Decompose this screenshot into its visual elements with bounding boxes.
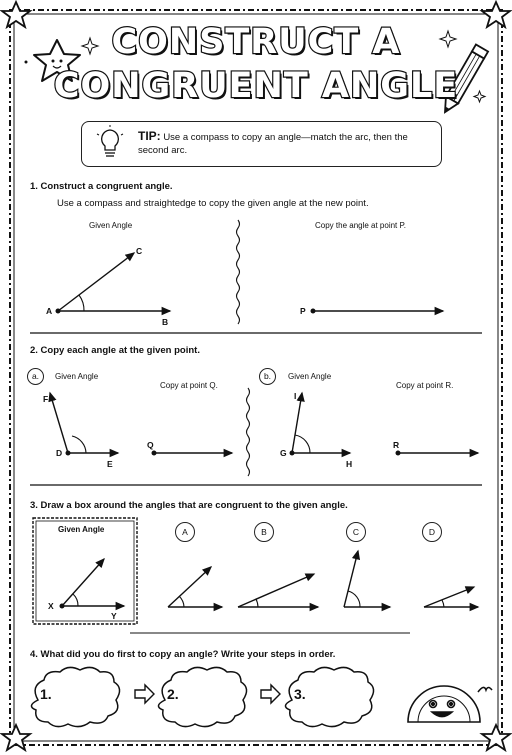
option-d-circle[interactable]: D (422, 522, 442, 542)
label-b: B (162, 317, 169, 327)
label-p: P (300, 306, 306, 316)
q1-heading: 1. Construct a congruent angle. (30, 181, 173, 192)
page-title-line1: CONSTRUCT A (111, 22, 401, 62)
q3-heading: 3. Draw a box around the angles that are congruent to the given angle. (30, 500, 348, 511)
q3-given-label: Given Angle (58, 525, 105, 534)
tip-label: TIP: (138, 129, 161, 143)
q2a-copy-label: Copy at point Q. (160, 381, 218, 390)
q1-copy-label: Copy the angle at point P. (315, 221, 407, 230)
step-1-label: 1. (40, 686, 52, 702)
label-q: Q (147, 440, 154, 450)
q1-instruction: Use a compass and straightedge to copy the given angle at the new point. (57, 198, 369, 209)
label-c: C (136, 246, 143, 256)
q4-heading: 4. What did you do first to copy an angle? Write your steps in order. (30, 649, 336, 660)
label-y: Y (111, 611, 117, 621)
step-2-label: 2. (167, 686, 179, 702)
label-g: G (280, 448, 287, 458)
tip-body: Use a compass to copy an angle—match the arc, then the second arc. (138, 132, 408, 156)
label-e: E (107, 459, 113, 469)
label-i: I (294, 391, 297, 401)
q2-part-b-letter: b. (259, 368, 276, 385)
label-a: A (46, 306, 53, 316)
label-d: D (56, 448, 63, 458)
step-3-label: 3. (294, 686, 306, 702)
label-x: X (48, 601, 54, 611)
option-b-circle[interactable]: B (254, 522, 274, 542)
q2-part-a-letter: a. (27, 368, 44, 385)
protractor-icon (408, 686, 492, 722)
q2b-copy-label: Copy at point R. (396, 381, 454, 390)
q2-heading: 2. Copy each angle at the given point. (30, 345, 200, 356)
page-title-line2: CONGRUENT ANGLE (53, 66, 459, 106)
q2b-given-label: Given Angle (288, 372, 332, 381)
label-f: F (43, 394, 49, 404)
q2a-given-label: Given Angle (55, 372, 99, 381)
label-r: R (393, 440, 400, 450)
q1-given-label: Given Angle (89, 221, 133, 230)
label-h: H (346, 459, 353, 469)
option-a-circle[interactable]: A (175, 522, 195, 542)
option-c-circle[interactable]: C (346, 522, 366, 542)
